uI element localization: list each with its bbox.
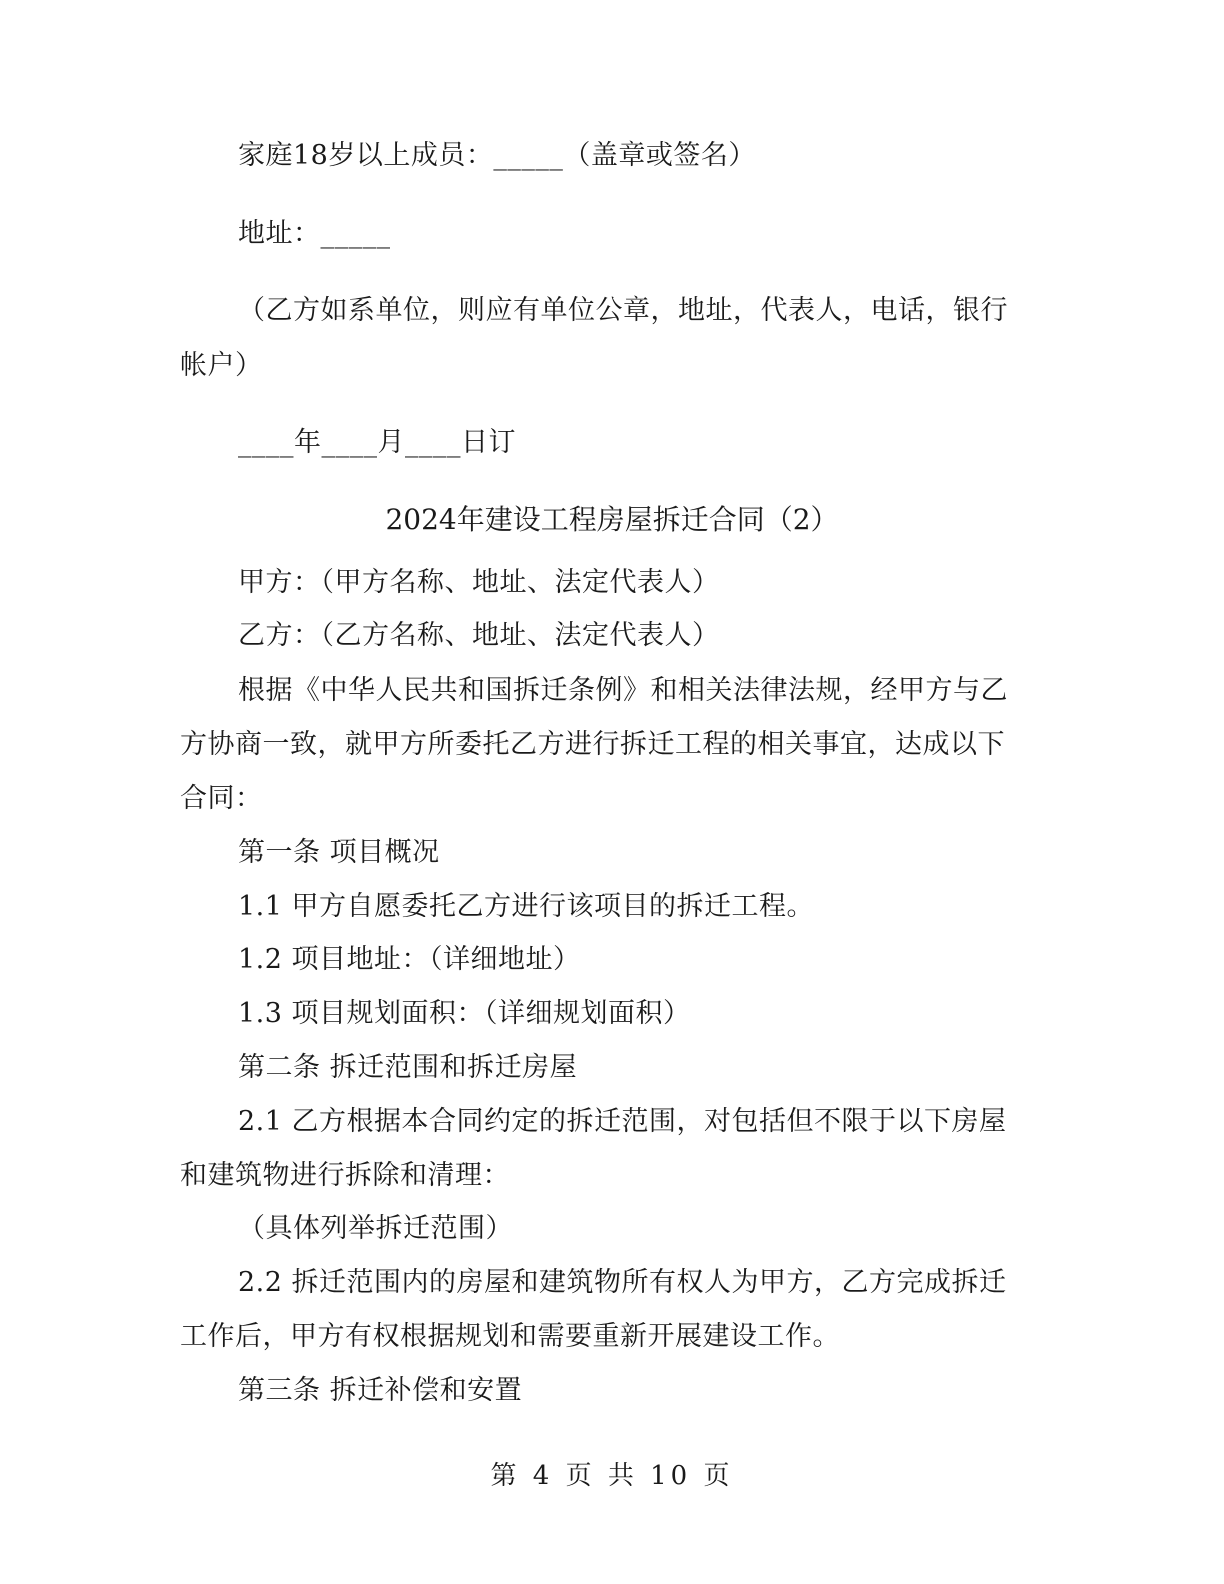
- article2-item-2-1-line1: 2.1 乙方根据本合同约定的拆迁范围，对包括但不限于以下房屋: [238, 1106, 1007, 1137]
- article1-item-1-2: 1.2 项目地址：（详细地址）: [238, 944, 581, 975]
- signature-family-members: 家庭18岁以上成员：_____（盖章或签名）: [238, 140, 756, 171]
- contract-title: 2024年建设工程房屋拆迁合同（2）: [385, 503, 839, 536]
- article2-item-2-2-line1: 2.2 拆迁范围内的房屋和建筑物所有权人为甲方，乙方完成拆迁: [238, 1267, 1007, 1298]
- preamble-line2: 方协商一致，就甲方所委托乙方进行拆迁工程的相关事宜，达成以下: [180, 729, 1005, 760]
- article1-item-1-3: 1.3 项目规划面积：（详细规划面积）: [238, 998, 691, 1029]
- article1-heading: 第一条 项目概况: [238, 837, 440, 868]
- article2-heading: 第二条 拆迁范围和拆迁房屋: [238, 1052, 578, 1083]
- article1-item-1-1: 1.1 甲方自愿委托乙方进行该项目的拆迁工程。: [238, 891, 815, 922]
- preamble-line1: 根据《中华人民共和国拆迁条例》和相关法律法规，经甲方与乙: [238, 675, 1008, 706]
- article2-item-2-2-line2: 工作后，甲方有权根据规划和需要重新开展建设工作。: [180, 1321, 840, 1352]
- signature-address: 地址：_____: [238, 218, 391, 249]
- signature-note-line1: （乙方如系单位，则应有单位公章，地址，代表人，电话，银行: [238, 295, 1008, 326]
- article2-item-2-1-line2: 和建筑物进行拆除和清理：: [180, 1160, 510, 1191]
- party-b: 乙方：（乙方名称、地址、法定代表人）: [238, 620, 720, 651]
- signature-date: ____年____月____日订: [238, 427, 516, 458]
- article2-scope: （具体列举拆迁范围）: [238, 1213, 513, 1244]
- party-a: 甲方：（甲方名称、地址、法定代表人）: [238, 567, 720, 598]
- page-indicator: 第 4 页 共 10 页: [490, 1461, 734, 1491]
- article3-heading: 第三条 拆迁补偿和安置: [238, 1375, 523, 1406]
- signature-note-line2: 帐户）: [180, 350, 263, 381]
- preamble-line3: 合同：: [180, 783, 263, 814]
